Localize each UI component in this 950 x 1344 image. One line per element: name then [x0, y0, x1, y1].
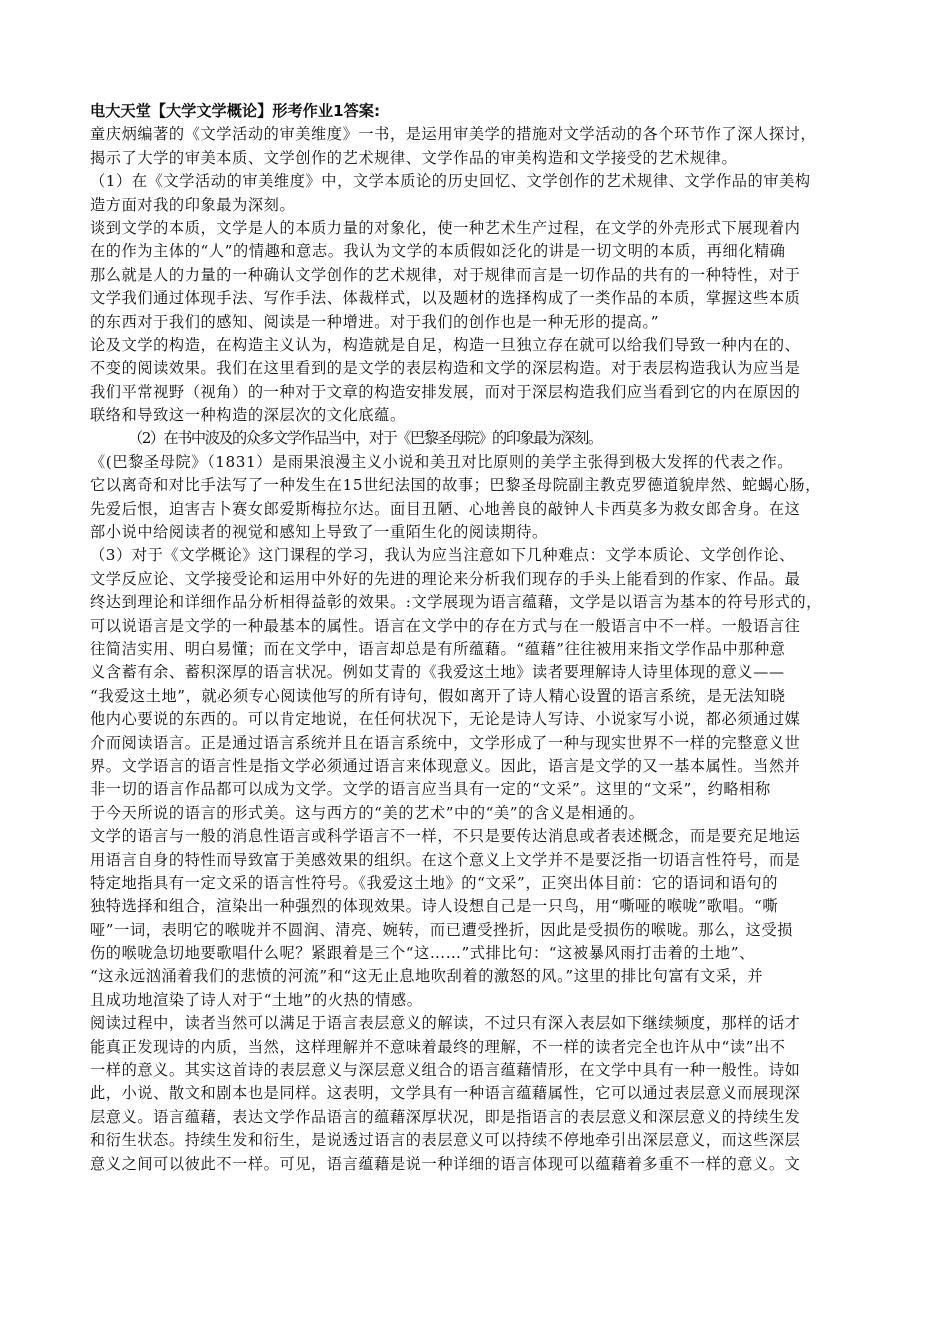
- document-title: 电大天堂【大学文学概论】形考作业1答案:: [90, 102, 381, 120]
- text-line: 且成功地渲染了诗人对于“土地”的火热的情感。: [90, 990, 423, 1009]
- text-line: 论及文学的构造，在构造主义认为，构造就是自足，构造一旦独立存在就可以给我们导致一种内在的、: [90, 335, 801, 354]
- text-line: 特定地指具有一定文采的语言性符号。《我爱这土地》的“文采”，正突出体目前：它的语词和语句的: [90, 873, 778, 892]
- text-line: 可以说语言是文学的一种最基本的属性。语言在文学中的存在方式与在一般语言中不一样。一般语言往: [90, 616, 801, 635]
- text-line: 谈到文学的本质，文学是人的本质力量的对象化，使一种艺术生产过程，在文学的外壳形式下展现着内: [90, 218, 801, 237]
- text-line: （2）在书中波及的众多文学作品当中，对于《巴黎圣母院》的印象最为深刻。: [128, 429, 602, 448]
- text-line: 造方面对我的印象最为深刻。: [90, 195, 296, 214]
- text-line: 往简洁实用、明白易懂；而在文学中，语言却总是有所蕴藉。“蕴藉”往往被用来指文学作品中那种意: [90, 639, 786, 658]
- text-line: 义含蓄有余、蓄积深厚的语言状况。例如艾青的《我爱这土地》读者要理解诗人诗里体现的意义——: [90, 663, 785, 682]
- text-line: 非一切的语言作品都可以成为文学。文学的语言应当具有一定的“文采”。这里的“文采”，约略相称: [90, 780, 771, 799]
- text-line: （1）在《文学活动的审美维度》中，文学本质论的历史回忆、文学创作的艺术规律、文学作品的审美构: [90, 172, 811, 191]
- text-line: 界。文学语言的语言性是指文学必须通过语言来体现意义。因此，语言是文学的又一基本属性。当然并: [90, 756, 801, 775]
- paragraph-intro: [90, 123, 860, 170]
- text-line: 和衍生状态。持续生发和衍生，是说透过语言的表层意义可以持续不停地牵引出深层意义，而这些深层: [90, 1131, 801, 1150]
- paragraph-reading: [90, 1012, 860, 1176]
- text-line: 先爱后恨，迫害吉卜赛女郎爱斯梅拉尔达。面目丑陋、心地善良的敲钟人卡西莫多为救女郎舍身。在这: [90, 499, 801, 518]
- paragraph-structure: [90, 334, 860, 428]
- text-line: 在的作为主体的“人”的情趣和意志。我认为文学的本质假如泛化的讲是一切文明的本质，再细化精确: [90, 242, 786, 261]
- text-line: 介而阅读语言。正是通过语言系统并且在语言系统中，文学形成了一种与现实世界不一样的完整意义世: [90, 733, 801, 752]
- text-line: 意义之间可以彼此不一样。可见，语言蕴藉是说一种详细的语言体现可以蕴藉着多重不一样的意义。文: [90, 1154, 801, 1173]
- text-line: 阅读过程中，读者当然可以满足于语言表层意义的解读，不过只有深入表层如下继续频度，那样的话才: [90, 1014, 801, 1033]
- text-line: 那么就是人的力量的一种确认文学创作的艺术规律，对于规律而言是一切作品的共有的一种特性，对于: [90, 265, 801, 284]
- text-line: 揭示了大学的审美本质、文学创作的艺术规律、文学作品的审美构造和文学接受的艺术规律。: [90, 148, 738, 167]
- paragraph-notre-dame: [90, 451, 860, 545]
- paragraph-language: [90, 825, 860, 1012]
- document-body: [90, 123, 860, 1176]
- text-line: 层意义。语言蕴藉，表达文学作品语言的蕴藉深厚状况，即是指语言的表层意义和深层意义的持续生发: [90, 1107, 801, 1126]
- paragraph-q2: [90, 427, 860, 450]
- paragraph-q1: [90, 170, 860, 217]
- text-line: 我们平常视野（视角）的一种对于文章的构造安排发展，而对于深层构造我们应当看到它的内在原因的: [90, 382, 801, 401]
- text-line: 文学我们通过体现手法、写作手法、体裁样式，以及题材的选择构成了一类作品的本质，掌握这些本质: [90, 289, 801, 308]
- text-line: 不变的阅读效果。我们在这里看到的是文学的表层构造和文学的深层构造。对于表层构造我认为应当是: [90, 359, 801, 378]
- text-line: 它以离奇和对比手法写了一种发生在15世纪法国的故事；巴黎圣母院副主教克罗德道貌岸然、蛇蝎心肠，: [90, 476, 821, 495]
- text-line: 伤的喉咙急切地要歌唱什么呢？紧跟着是三个“这……”式排比句：“这被暴风雨打击着的土地”、: [90, 944, 755, 963]
- text-line: 文学反应论、文学接受论和运用中外好的先进的理论来分析我们现存的手头上能看到的作家、作品。最: [90, 569, 801, 588]
- paragraph-q3: [90, 544, 860, 825]
- text-line: 文学的语言与一般的消息性语言或科学语言不一样，不只是要传达消息或者表述概念，而是要充足地运: [90, 827, 801, 846]
- text-line: 此，小说、散文和剧本也是同样。这表明，文学具有一种语言蕴藉属性，它可以通过表层意义而展现深: [90, 1084, 801, 1103]
- text-line: 的东西对于我们的感知、阅读是一种增进。对于我们的创作也是一种无形的提高。”: [90, 312, 660, 331]
- text-line: 《(巴黎圣母院》（1831）是雨果浪漫主义小说和美丑对比原则的美学主张得到极大发挥的代表之作。: [90, 452, 794, 471]
- text-line: 联络和导致这一种构造的深层次的文化底蕴。: [90, 406, 406, 425]
- text-line: （3）对于《文学概论》这门课程的学习，我认为应当注意如下几种难点：文学本质论、文学创作论、: [90, 546, 795, 565]
- text-line: 部小说中给阅读者的视觉和感知上导致了一重陌生化的阅读期待。: [90, 523, 548, 542]
- text-line: 终达到理论和详细作品分析相得益彰的效果。:文学展现为语言蕴藉，文学是以语言为基本的符号形式的，: [90, 593, 822, 612]
- text-line: 能真正发现诗的内质，当然，这样理解并不意味着最终的理解，不一样的读者完全也许从中“读”出不: [90, 1037, 786, 1056]
- text-line: 独特选择和组合，渲染出一种强烈的体现效果。诗人设想自己是一只鸟，用“嘶哑的喉咙”歌唱。“嘶: [90, 897, 779, 916]
- text-line: 用语言自身的特性而导致富于美感效果的组织。在这个意义上文学并不是要泛指一切语言性符号，而是: [90, 850, 801, 869]
- text-line: “这永远汹涌着我们的悲愤的河流”和“这无止息地吹刮着的激怒的风。”这里的排比句富有文采，并: [90, 967, 764, 986]
- text-line: 哑”一词，表明它的喉咙并不圆润、清亮、婉转，而已遭受挫折，因此是受损伤的喉咙。那么，这受损: [90, 920, 794, 939]
- text-line: 童庆炳编著的《文学活动的审美维度》一书，是运用审美学的措施对文学活动的各个环节作了深人探讨，: [90, 125, 817, 144]
- text-line: 于今天所说的语言的形式美。这与西方的“美的艺术”中的“美”的含义是相通的。: [90, 803, 645, 822]
- document-page: [90, 100, 860, 1176]
- text-line: “我爱这土地”，就必须专心阅读他写的所有诗句，假如离开了诗人精心设置的语言系统，是无法知晓: [90, 686, 786, 705]
- text-line: 他内心要说的东西的。可以肯定地说，在任何状况下，无论是诗人写诗、小说家写小说，都必须通过媒: [90, 710, 801, 729]
- paragraph-essence: [90, 217, 860, 334]
- text-line: 一样的意义。其实这首诗的表层意义与深层意义组合的语言蕴藉情形，在文学中具有一种一般性。诗如: [90, 1061, 801, 1080]
